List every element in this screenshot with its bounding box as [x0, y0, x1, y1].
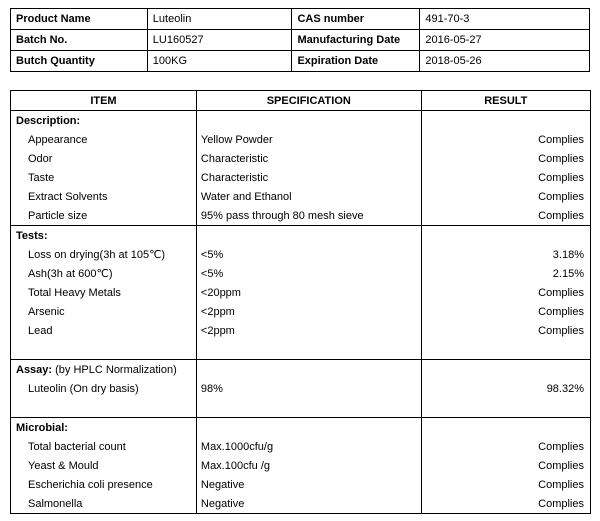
item-cell: Particle size [11, 206, 197, 226]
batch-no-label: Batch No. [11, 30, 148, 51]
section-title [11, 360, 197, 380]
section-header-microbial [11, 418, 591, 438]
item-cell: Odor [11, 149, 197, 168]
item-cell: Escherichia coli presence [11, 475, 197, 494]
item-column-header: ITEM [11, 91, 197, 111]
manufacturing-date-label: Manufacturing Date [292, 30, 420, 51]
table-row [11, 264, 591, 283]
table-row [11, 130, 591, 149]
result-cell: Complies [421, 321, 590, 340]
table-row [11, 283, 591, 302]
item-cell: Total Heavy Metals [11, 283, 197, 302]
section-title: Microbial: [11, 418, 197, 438]
result-cell: Complies [421, 456, 590, 475]
spec-cell: <5% [196, 264, 421, 283]
item-cell: Yeast & Mould [11, 456, 197, 475]
item-cell: Total bacterial count [11, 437, 197, 456]
batch-quantity-value: 100KG [147, 51, 292, 72]
table-row [11, 321, 591, 340]
item-cell: Ash(3h at 600℃) [11, 264, 197, 283]
result-cell: Complies [421, 494, 590, 514]
product-info-row [11, 51, 590, 72]
spec-cell: <20ppm [196, 283, 421, 302]
batch-quantity-label: Butch Quantity [11, 51, 148, 72]
spec-cell: Negative [196, 475, 421, 494]
section-header-assay [11, 360, 591, 380]
item-cell: Arsenic [11, 302, 197, 321]
result-cell: Complies [421, 168, 590, 187]
spec-cell: Water and Ethanol [196, 187, 421, 206]
product-name-value: Luteolin [147, 9, 292, 30]
result-cell: Complies [421, 302, 590, 321]
spec-cell: Negative [196, 494, 421, 514]
table-row [11, 302, 591, 321]
table-row [11, 187, 591, 206]
item-cell: Taste [11, 168, 197, 187]
spec-cell: <5% [196, 245, 421, 264]
specification-column-header: SPECIFICATION [196, 91, 421, 111]
table-row [11, 456, 591, 475]
result-cell: Complies [421, 206, 590, 226]
spec-cell: 98% [196, 379, 421, 398]
result-cell: Complies [421, 437, 590, 456]
assay-title: Assay: [16, 363, 53, 376]
spec-cell: <2ppm [196, 321, 421, 340]
section-title: Tests: [11, 226, 197, 246]
table-row [11, 149, 591, 168]
table-row [11, 206, 591, 226]
cas-number-value: 491-70-3 [420, 9, 590, 30]
table-row [11, 494, 591, 514]
section-title: Description: [11, 111, 197, 131]
table-row [11, 379, 591, 398]
product-name-label: Product Name [11, 9, 148, 30]
spec-cell: Characteristic [196, 168, 421, 187]
manufacturing-date-value: 2016-05-27 [420, 30, 590, 51]
item-cell: Extract Solvents [11, 187, 197, 206]
table-row [11, 475, 591, 494]
spec-cell: Max.1000cfu/g [196, 437, 421, 456]
result-cell: 98.32% [421, 379, 590, 398]
batch-no-value: LU160527 [147, 30, 292, 51]
table-row [11, 168, 591, 187]
result-cell: 2.15% [421, 264, 590, 283]
expiration-date-label: Expiration Date [292, 51, 420, 72]
spec-cell: 95% pass through 80 mesh sieve [196, 206, 421, 226]
table-row [11, 437, 591, 456]
assay-title-note: (by HPLC Normalization) [52, 363, 177, 376]
item-cell: Lead [11, 321, 197, 340]
item-cell: Salmonella [11, 494, 197, 514]
expiration-date-value: 2018-05-26 [420, 51, 590, 72]
spec-cell: <2ppm [196, 302, 421, 321]
result-cell: Complies [421, 149, 590, 168]
product-info-row [11, 30, 590, 51]
item-cell: Luteolin (On dry basis) [11, 379, 197, 398]
result-cell: Complies [421, 283, 590, 302]
column-header-row [11, 91, 591, 111]
cas-number-label: CAS number [292, 9, 420, 30]
result-cell: Complies [421, 187, 590, 206]
product-info-row [11, 9, 590, 30]
section-header-description [11, 111, 591, 131]
spec-cell: Characteristic [196, 149, 421, 168]
spec-cell: Yellow Powder [196, 130, 421, 149]
result-column-header: RESULT [421, 91, 590, 111]
table-row [11, 245, 591, 264]
result-cell: Complies [421, 130, 590, 149]
item-cell: Appearance [11, 130, 197, 149]
spacer-row [11, 398, 591, 418]
product-info-table [10, 8, 590, 72]
result-cell: Complies [421, 475, 590, 494]
spacer-row [11, 340, 591, 360]
item-cell: Loss on drying(3h at 105℃) [11, 245, 197, 264]
spec-cell: Max.100cfu /g [196, 456, 421, 475]
result-cell: 3.18% [421, 245, 590, 264]
section-header-tests [11, 226, 591, 246]
specification-table [10, 90, 591, 514]
